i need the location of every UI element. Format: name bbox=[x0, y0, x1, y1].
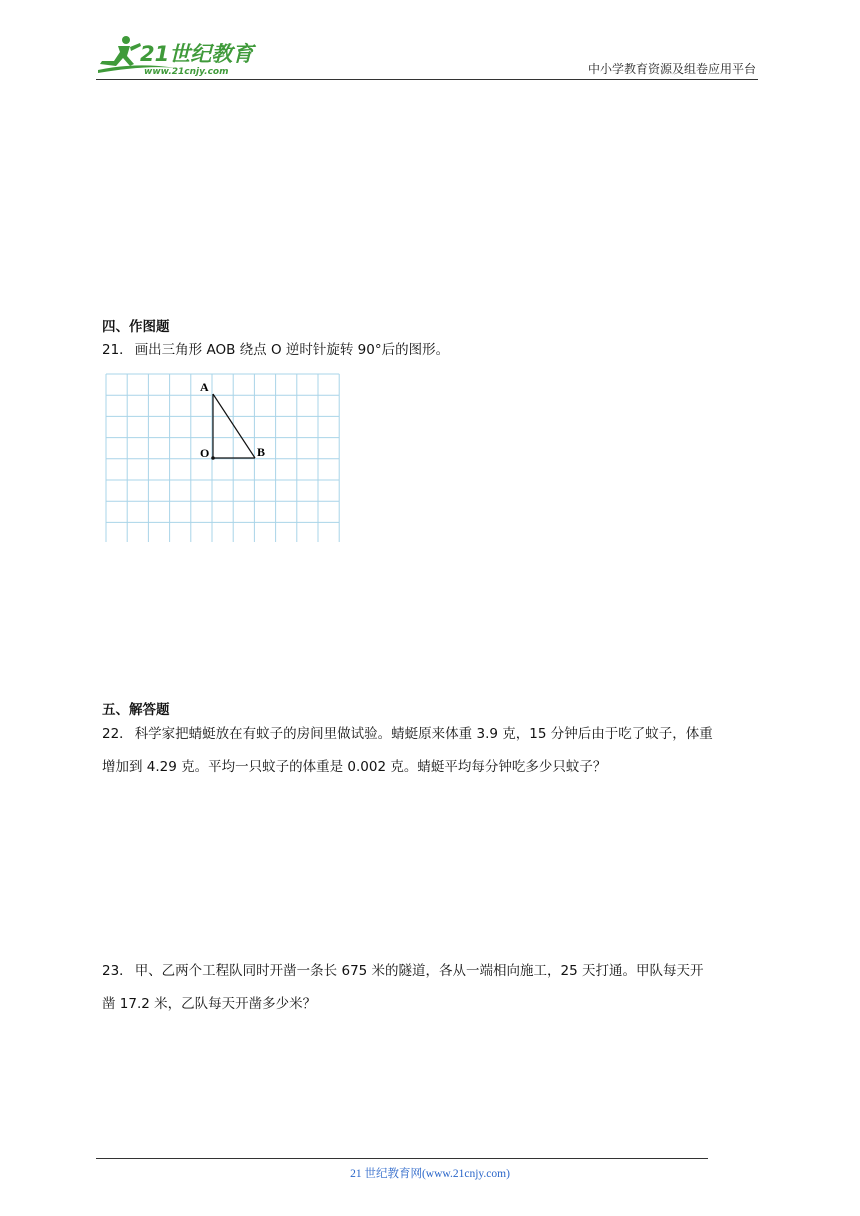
question-number: 23． bbox=[102, 963, 133, 979]
footer-divider bbox=[96, 1158, 708, 1159]
question-text: 科学家把蜻蜓放在有蚊子的房间里做试验。蜻蜓原来体重 3.9 克，15 分钟后由于吃了蚊子，体重 bbox=[134, 726, 713, 742]
question-22-line1 bbox=[102, 718, 762, 751]
logo-main-text: 21世纪教育 bbox=[140, 42, 254, 66]
footer-link[interactable]: 21 世纪教育网(www.21cnjy.com) bbox=[350, 1168, 510, 1180]
rotation-grid-figure bbox=[104, 372, 342, 542]
section-title-drawing: 四、作图题 bbox=[102, 319, 170, 335]
question-text: 画出三角形 AOB 绕点 O 逆时针旋转 90°后的图形。 bbox=[134, 342, 450, 358]
question-text: 甲、乙两个工程队同时开凿一条长 675 米的隧道，各从一端相向施工，25 天打通。甲队每天开 bbox=[134, 963, 704, 979]
question-21 bbox=[102, 334, 762, 367]
section-title-answers: 五、解答题 bbox=[102, 702, 170, 718]
question-22-line2: 增加到 4.29 克。平均一只蚊子的体重是 0.002 克。蜻蜓平均每分钟吃多少只蚊子？ bbox=[102, 759, 607, 775]
header-divider bbox=[96, 79, 758, 80]
runner-icon bbox=[100, 36, 141, 66]
label-b: B bbox=[257, 445, 266, 459]
question-number: 21． bbox=[102, 342, 133, 358]
logo-url-text: www.21cnjy.com bbox=[144, 67, 229, 77]
site-logo bbox=[96, 34, 266, 78]
question-23 bbox=[102, 955, 762, 1021]
label-a: A bbox=[200, 380, 209, 394]
label-o: O bbox=[200, 446, 210, 460]
question-23-line1 bbox=[102, 955, 762, 988]
question-number: 22． bbox=[102, 726, 133, 742]
platform-tagline: 中小学教育资源及组卷应用平台 bbox=[587, 62, 756, 76]
question-22 bbox=[102, 718, 762, 784]
question-23-line2: 凿 17.2 米，乙队每天开凿多少米？ bbox=[102, 996, 317, 1012]
page-header bbox=[0, 0, 860, 80]
